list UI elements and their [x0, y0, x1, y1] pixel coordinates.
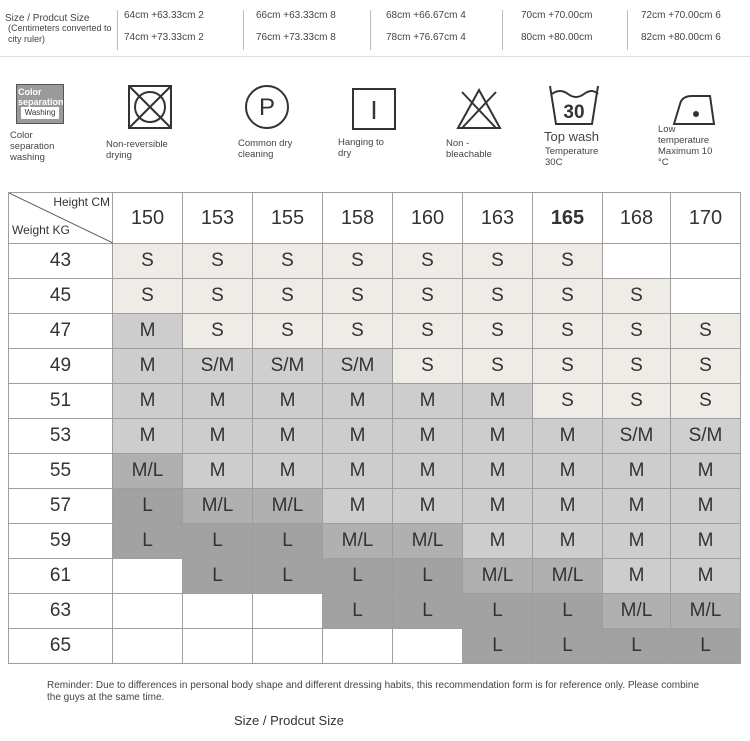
wash-30-icon — [548, 82, 600, 126]
size-cell: L — [183, 559, 253, 594]
table-row — [9, 314, 741, 349]
product-size-strip — [0, 0, 750, 60]
size-cell: S — [323, 244, 393, 279]
size-cell: M — [533, 489, 603, 524]
size-cell: L — [253, 524, 323, 559]
divider — [117, 10, 118, 50]
size-column-4 — [521, 9, 592, 53]
size-cell: M — [253, 384, 323, 419]
size-cell: M — [463, 384, 533, 419]
height-header: 150 — [113, 193, 183, 244]
dry-clean-icon — [244, 84, 290, 130]
weight-axis-label: Weight KG — [12, 223, 70, 237]
size-cell: M/L — [603, 594, 671, 629]
iron-label: Low temperature Maximum 10 °C — [658, 124, 713, 168]
height-header: 170 — [671, 193, 741, 244]
weight-cell: 45 — [9, 279, 113, 314]
table-row — [9, 489, 741, 524]
size-cell: S — [463, 314, 533, 349]
size-cell: S/M — [323, 349, 393, 384]
size-cell: M — [603, 524, 671, 559]
weight-cell: 59 — [9, 524, 113, 559]
size-column-2 — [256, 9, 336, 53]
color-separation-label: Color separation washing — [10, 130, 55, 163]
size-value: 78cm +76.67cm 4 — [386, 32, 466, 43]
no-bleach-icon — [456, 88, 502, 130]
size-cell: S — [671, 349, 741, 384]
table-corner — [9, 193, 113, 244]
weight-cell: 57 — [9, 489, 113, 524]
size-cell: S — [393, 349, 463, 384]
size-cell: S — [463, 279, 533, 314]
size-cell: M — [463, 419, 533, 454]
size-cell: S — [183, 279, 253, 314]
size-cell: M — [533, 419, 603, 454]
size-cell: M — [393, 419, 463, 454]
size-cell — [183, 594, 253, 629]
table-row — [9, 384, 741, 419]
size-cell: M — [671, 524, 741, 559]
size-cell: M — [671, 559, 741, 594]
dry-clean-label: Common dry cleaning — [238, 138, 293, 160]
size-cell: S — [113, 279, 183, 314]
size-table — [8, 192, 741, 664]
size-cell: S — [253, 244, 323, 279]
reminder-text: Reminder: Due to differences in personal body shape and different dressing habits, this recommendation form is for reference only. Please combine the guys at the same time. — [47, 680, 700, 703]
iron-low-icon — [672, 90, 720, 128]
weight-cell: 47 — [9, 314, 113, 349]
size-cell — [113, 594, 183, 629]
divider — [502, 10, 503, 50]
size-cell: M — [323, 384, 393, 419]
wash-label: Temperature 30C — [545, 146, 599, 168]
divider — [243, 10, 244, 50]
size-cell: M/L — [253, 489, 323, 524]
color-separation-title: Color separation — [18, 87, 64, 107]
table-row — [9, 629, 741, 664]
size-value: 76cm +73.33cm 8 — [256, 32, 336, 43]
size-cell: S — [183, 314, 253, 349]
size-cell — [113, 629, 183, 664]
size-cell: S — [533, 384, 603, 419]
no-tumble-dry-label: Non-reversible drying — [106, 139, 168, 161]
size-cell: M — [253, 419, 323, 454]
size-cell: M — [183, 384, 253, 419]
size-cell: S — [463, 244, 533, 279]
size-value: 70cm +70.00cm — [521, 10, 593, 21]
divider — [370, 10, 371, 50]
size-cell — [323, 629, 393, 664]
size-cell: S/M — [671, 419, 741, 454]
color-separation-icon — [16, 84, 64, 124]
table-row — [9, 524, 741, 559]
height-header: 165 — [533, 193, 603, 244]
size-value: 64cm +63.33cm 2 — [124, 10, 204, 21]
size-cell: S — [671, 314, 741, 349]
size-value: 66cm +63.33cm 8 — [256, 10, 336, 21]
table-row — [9, 594, 741, 629]
care-instructions — [0, 62, 750, 180]
size-cell: S — [603, 384, 671, 419]
size-cell: S — [671, 384, 741, 419]
size-cell: M/L — [183, 489, 253, 524]
size-cell: S — [393, 314, 463, 349]
size-cell: L — [533, 594, 603, 629]
size-cell: S — [533, 314, 603, 349]
size-cell — [671, 279, 741, 314]
size-cell: L — [183, 524, 253, 559]
size-cell — [113, 559, 183, 594]
size-cell: L — [113, 489, 183, 524]
size-cell: M — [603, 489, 671, 524]
weight-cell: 55 — [9, 454, 113, 489]
size-column-1 — [124, 9, 204, 53]
size-cell: S/M — [603, 419, 671, 454]
size-cell: M — [671, 454, 741, 489]
no-tumble-dry-icon — [127, 84, 173, 130]
size-cell — [253, 594, 323, 629]
table-row — [9, 349, 741, 384]
size-cell: S — [533, 244, 603, 279]
size-cell: S — [253, 279, 323, 314]
size-cell: M — [113, 349, 183, 384]
height-header: 168 — [603, 193, 671, 244]
size-cell: S — [323, 314, 393, 349]
size-strip-title: Size / Prodcut Size — [5, 13, 90, 24]
wash-title: Top wash — [544, 129, 599, 144]
size-cell: M — [603, 559, 671, 594]
size-cell: M — [463, 489, 533, 524]
size-value: 80cm +80.00cm — [521, 32, 593, 43]
size-cell: S/M — [253, 349, 323, 384]
weight-cell: 63 — [9, 594, 113, 629]
wash-temp-glyph: 30 — [563, 102, 585, 123]
size-cell — [603, 244, 671, 279]
size-cell: M — [323, 454, 393, 489]
size-cell: M — [671, 489, 741, 524]
size-cell: S — [393, 244, 463, 279]
divider — [627, 10, 628, 50]
hang-dry-icon — [352, 88, 396, 130]
size-cell — [183, 629, 253, 664]
size-cell: M — [113, 384, 183, 419]
size-cell: M — [323, 489, 393, 524]
size-column-3 — [386, 9, 466, 53]
size-cell: S — [603, 349, 671, 384]
size-cell: L — [393, 559, 463, 594]
size-cell: S — [603, 279, 671, 314]
size-cell: S — [463, 349, 533, 384]
weight-cell: 53 — [9, 419, 113, 454]
height-header: 163 — [463, 193, 533, 244]
dry-clean-glyph: P — [258, 94, 276, 121]
footer-title: Size / Prodcut Size — [234, 713, 344, 728]
size-cell: M — [393, 454, 463, 489]
size-cell: M — [323, 419, 393, 454]
size-cell: M — [113, 419, 183, 454]
size-cell — [671, 244, 741, 279]
size-cell: L — [113, 524, 183, 559]
size-cell: M — [533, 524, 603, 559]
size-cell: M — [183, 419, 253, 454]
table-row — [9, 419, 741, 454]
size-cell: S — [533, 279, 603, 314]
size-cell: S — [183, 244, 253, 279]
size-strip-subtitle: (Centimeters converted to city ruler) — [8, 23, 112, 44]
size-cell: M/L — [671, 594, 741, 629]
size-cell: M — [603, 454, 671, 489]
size-column-5 — [641, 9, 721, 53]
size-value: 72cm +70.00cm 6 — [641, 10, 721, 21]
weight-cell: 61 — [9, 559, 113, 594]
size-cell: M — [393, 489, 463, 524]
size-cell: M/L — [463, 559, 533, 594]
size-cell: S — [323, 279, 393, 314]
size-cell: M/L — [323, 524, 393, 559]
height-header: 160 — [393, 193, 463, 244]
height-axis-label: Height CM — [53, 195, 110, 209]
hang-dry-glyph: I — [370, 95, 378, 125]
weight-cell: 49 — [9, 349, 113, 384]
hang-dry-label: Hanging to dry — [338, 137, 384, 159]
size-cell: M — [113, 314, 183, 349]
height-header-row — [9, 193, 741, 244]
size-cell: S — [253, 314, 323, 349]
size-cell: M/L — [533, 559, 603, 594]
weight-cell: 65 — [9, 629, 113, 664]
size-chart — [8, 192, 740, 664]
washing-badge: Washing — [21, 107, 59, 119]
size-value: 74cm +73.33cm 2 — [124, 32, 204, 43]
size-cell: L — [323, 559, 393, 594]
size-cell: M/L — [393, 524, 463, 559]
size-cell: M — [393, 384, 463, 419]
size-cell — [253, 629, 323, 664]
size-cell: M — [183, 454, 253, 489]
no-bleach-label: Non -bleachable — [446, 138, 492, 160]
size-cell — [393, 629, 463, 664]
size-cell: S — [393, 279, 463, 314]
table-row — [9, 559, 741, 594]
size-cell: L — [323, 594, 393, 629]
weight-cell: 43 — [9, 244, 113, 279]
table-row — [9, 244, 741, 279]
size-cell: S — [603, 314, 671, 349]
height-header: 153 — [183, 193, 253, 244]
weight-cell: 51 — [9, 384, 113, 419]
size-cell: S — [533, 349, 603, 384]
size-value: 68cm +66.67cm 4 — [386, 10, 466, 21]
size-cell: S — [113, 244, 183, 279]
table-row — [9, 454, 741, 489]
size-cell: L — [671, 629, 741, 664]
size-cell: L — [603, 629, 671, 664]
size-cell: M — [253, 454, 323, 489]
size-cell: M/L — [113, 454, 183, 489]
size-cell: L — [393, 594, 463, 629]
size-cell: L — [463, 594, 533, 629]
height-header: 155 — [253, 193, 323, 244]
size-value: 82cm +80.00cm 6 — [641, 32, 721, 43]
height-header: 158 — [323, 193, 393, 244]
table-row — [9, 279, 741, 314]
size-cell: M — [463, 524, 533, 559]
strip-divider — [0, 56, 750, 57]
size-cell: S/M — [183, 349, 253, 384]
size-cell: L — [253, 559, 323, 594]
size-cell: L — [533, 629, 603, 664]
size-cell: L — [463, 629, 533, 664]
size-cell: M — [463, 454, 533, 489]
size-cell: M — [533, 454, 603, 489]
